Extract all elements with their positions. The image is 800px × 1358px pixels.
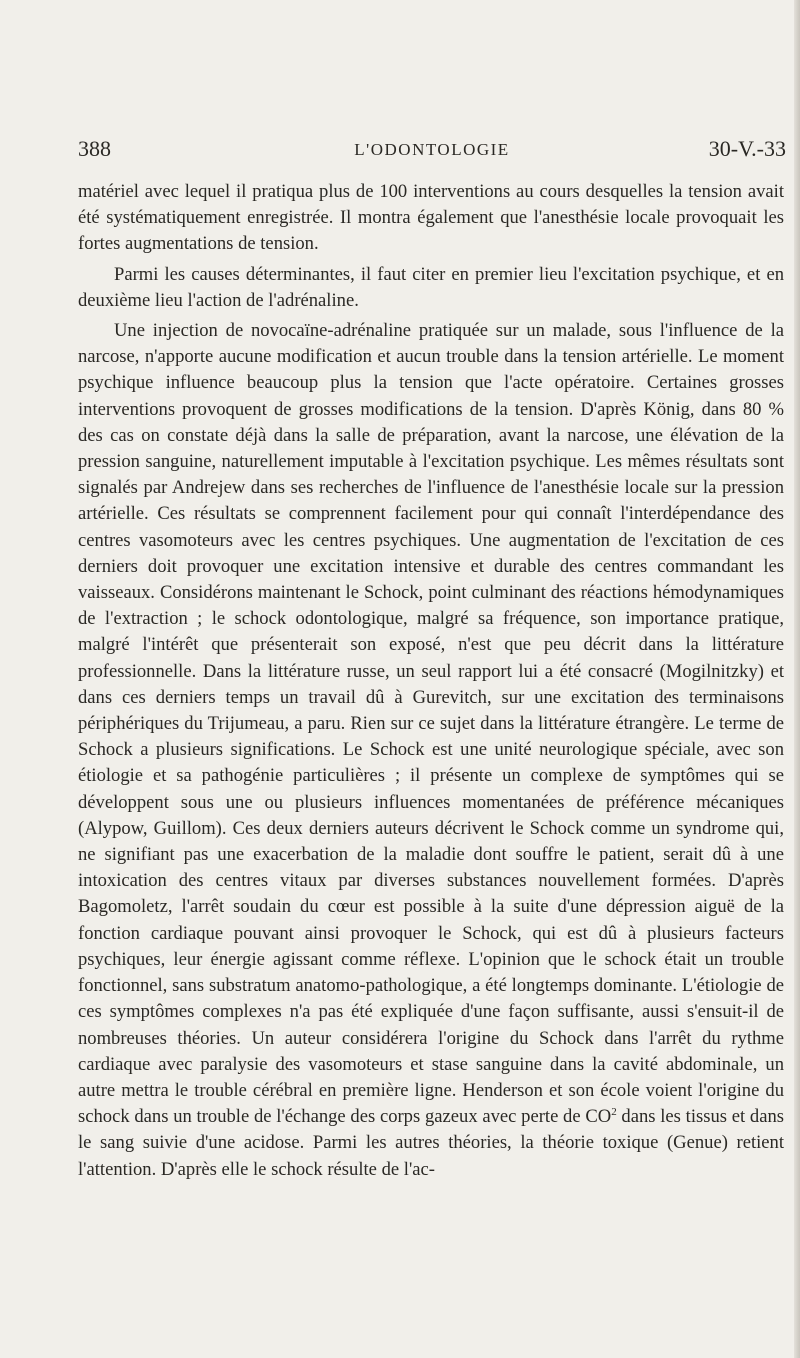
issue-date: 30-V.-33 <box>708 136 786 161</box>
page-number: 388 <box>78 136 111 161</box>
paragraph-2: Parmi les causes déterminantes, il faut citer en premier lieu l'excitation psychique, et en deuxième lieu l'action de l'adrénaline. <box>78 263 784 311</box>
article-body <box>78 179 784 1187</box>
paragraph-3 <box>78 318 784 1183</box>
paragraph-3-text-end: dans les tissus et dans le sang suivie d'une acidose. Parmi les autres théories, la théorie toxique (Genue) retient l'attention. D'après elle le schock résulte de l'ac- <box>78 1106 784 1180</box>
page-edge <box>794 0 800 1358</box>
paragraph-1: matériel avec lequel il pratiqua plus de 100 interventions au cours desquelles la tension avait été systématiquement enregistrée. Il montra également que l'anesthésie locale provoquait les fortes augmentations de tension. <box>78 181 784 255</box>
journal-title: L'ODONTOLOGIE <box>354 140 510 159</box>
paragraph-3-text: Une injection de novocaïne-adrénaline pratiquée sur un malade, sous l'influence de la narcose, n'apporte aucune modification et aucun trouble dans la tension artérielle. Le moment psychique influence beaucoup plus la tension que l'acte opératoire. Certaines grosses interventions provoquent de grosses modifications de la tension. D'après König, dans 80 % des cas on constate déjà dans la salle de préparation, avant la narcose, une élévation de la pression sanguine, naturellement imputable à l'excitation psychique. Les mêmes résultats sont signalés par Andrejew dans ses recherches de l'influence de l'anesthésie locale sur la pression artérielle. Ces résultats se comprennent facilement pour qui connaît l'interdépendance des centres vasomoteurs avec les centres psychiques. Une augmentation de l'excitation de ces derniers doit provoquer une excitation intensive et durable des centres commandant les vaisseaux. Considérons maintenant le Schock, point culminant des réactions hémodynamiques de l'extraction ; le schock odontologique, malgré sa fréquence, son importance pratique, malgré l'intérêt que présenterait son exposé, n'est que peu décrit dans la littérature professionnelle. Dans la littérature russe, un seul rapport lui a été consacré (Mogilnitzky) et dans ces derniers temps un travail dû à Gurevitch, sur une excitation des terminaisons périphériques du Trijumeau, a paru. Rien sur ce sujet dans la littérature étrangère. Le terme de Schock a plusieurs significations. Le Schock est une unité neurologique spéciale, avec son étiologie et sa pathogénie particulières ; il présente un complexe de symptômes qui se développent sous une ou plusieurs influences momentanées de préférence mécaniques (Alypow, Guillom). Ces deux derniers auteurs décrivent le Schock comme un syndrome qui, ne signifiant pas une exacerbation de la maladie dont souffre le patient, serait dû à une intoxication des centres vitaux par diverses substances nouvellement formées. D'après Bagomoletz, l'arrêt soudain du cœur est possible à la suite d'une dépression aiguë de la fonction cardiaque pouvant ainsi provoquer le Schock, qui est dû à plusieurs facteurs psychiques, leur énergie agissant comme réflexe. L'opinion que le schock était un trouble fonctionnel, sans substratum anatomo-pathologique, a été longtemps dominante. L'étiologie de ces symptômes complexes n'a pas été expliquée d'une façon suffisante, aussi s'ensuit-il de nombreuses théories. Un auteur considérera l'origine du Schock dans l'arrêt du rythme cardiaque avec paralysie des vasomoteurs et stase sanguine dans la cavité abdominale, un autre mettra le trouble cérébral en première ligne. Henderson et son école voient l'origine du schock dans un trouble de l'échange des corps gazeux avec perte de CO <box>78 320 784 1128</box>
running-header <box>78 136 786 166</box>
co2-subscript: 2 <box>611 1105 617 1118</box>
